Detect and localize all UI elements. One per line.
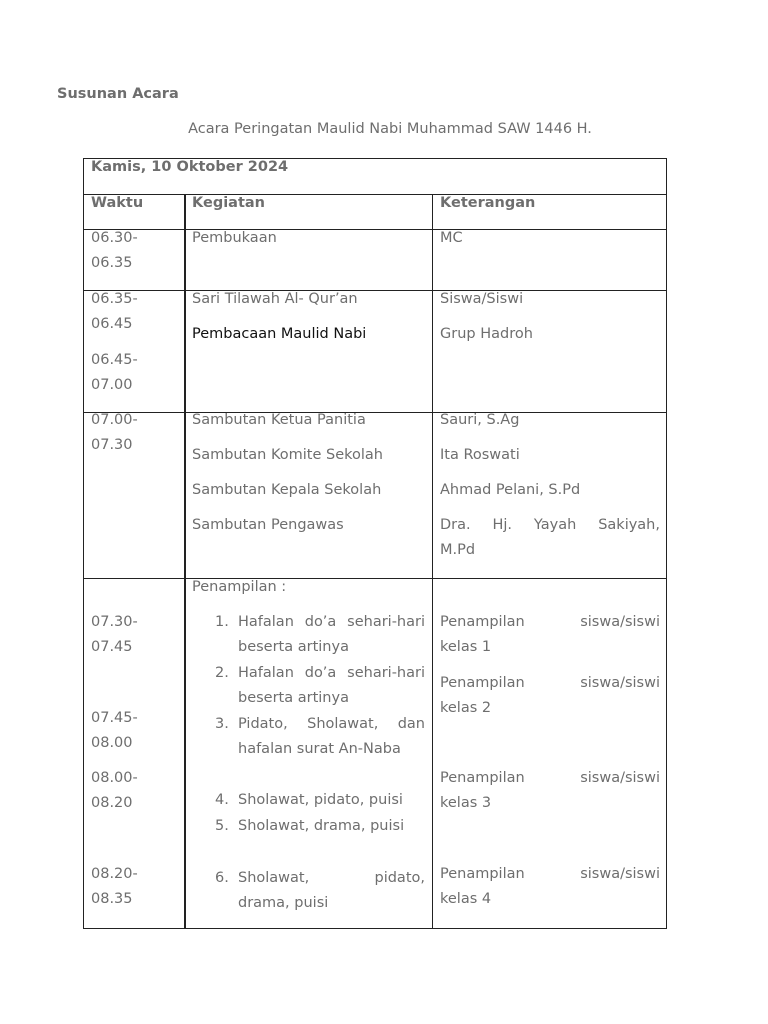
time-cell xyxy=(91,287,138,337)
time-end: 08.00 xyxy=(91,735,133,751)
time-end: 07.30 xyxy=(91,437,133,453)
list-word: sehari-hari xyxy=(347,665,425,681)
list-item xyxy=(238,712,425,762)
activity-cell: Sari Tilawah Al- Qur’an xyxy=(192,291,358,307)
table-divider xyxy=(84,290,667,291)
list-item: Sholawat, drama, puisi xyxy=(238,818,405,834)
column-header-waktu: Waktu xyxy=(91,195,144,211)
activity-cell: Pembacaan Maulid Nabi xyxy=(192,326,367,342)
note-cell xyxy=(440,862,660,912)
table-border-left xyxy=(83,158,84,929)
note-word: siswa/siswi xyxy=(580,614,660,630)
list-word: do’a xyxy=(304,665,337,681)
activity-cell: Sambutan Kepala Sekolah xyxy=(192,482,382,498)
note-line: kelas 2 xyxy=(440,700,492,716)
note-word: Yayah xyxy=(533,517,577,533)
note-cell xyxy=(440,766,660,816)
list-item-line xyxy=(238,712,425,737)
table-border-right xyxy=(666,158,667,929)
note-word: Sakiyah, xyxy=(598,517,660,533)
list-word: Pidato, xyxy=(238,716,288,732)
time-end: 07.00 xyxy=(91,377,133,393)
note-cell: Grup Hadroh xyxy=(440,326,533,342)
list-word: Sholawat, xyxy=(307,716,379,732)
activity-cell: Sambutan Ketua Panitia xyxy=(192,412,366,428)
time-cell xyxy=(91,348,138,398)
list-word: sehari-hari xyxy=(347,614,425,630)
note-word: Dra. xyxy=(440,517,471,533)
note-word: Hj. xyxy=(492,517,513,533)
note-cell: Sauri, S.Ag xyxy=(440,412,520,428)
note-word: siswa/siswi xyxy=(580,675,660,691)
time-start: 07.30- xyxy=(91,614,138,630)
table-column-divider xyxy=(184,194,186,929)
time-start: 06.30- xyxy=(91,230,138,246)
list-item-line: drama, puisi xyxy=(238,895,329,911)
note-word: siswa/siswi xyxy=(580,866,660,882)
list-item-line: beserta artinya xyxy=(238,690,349,706)
time-cell xyxy=(91,408,138,458)
list-item-line xyxy=(238,866,425,891)
activity-cell: Pembukaan xyxy=(192,230,277,246)
time-end: 08.35 xyxy=(91,891,133,907)
time-end: 07.45 xyxy=(91,639,133,655)
list-word: do’a xyxy=(304,614,337,630)
date-header: Kamis, 10 Oktober 2024 xyxy=(91,159,289,175)
note-cell xyxy=(440,671,660,721)
time-cell xyxy=(91,226,138,276)
list-word: Hafalan xyxy=(238,665,294,681)
performance-intro: Penampilan : xyxy=(192,579,287,595)
note-line: M.Pd xyxy=(440,542,476,558)
activity-cell: Sambutan Komite Sekolah xyxy=(192,447,383,463)
list-item-line: hafalan surat An-Naba xyxy=(238,741,401,757)
note-word: siswa/siswi xyxy=(580,770,660,786)
time-start: 08.20- xyxy=(91,866,138,882)
list-item-line xyxy=(238,610,425,635)
table-divider xyxy=(84,194,667,195)
note-word: Penampilan xyxy=(440,770,525,786)
list-word: Sholawat, xyxy=(238,870,310,886)
time-start: 06.35- xyxy=(91,291,138,307)
list-number: 5. xyxy=(215,818,229,834)
list-item-line xyxy=(238,661,425,686)
note-word: Penampilan xyxy=(440,866,525,882)
note-cell: MC xyxy=(440,230,463,246)
note-line xyxy=(440,671,660,696)
time-cell xyxy=(91,862,138,912)
table-border-bottom xyxy=(84,928,667,929)
column-header-keterangan: Keterangan xyxy=(440,195,536,211)
note-cell xyxy=(440,513,660,563)
time-end: 06.45 xyxy=(91,316,133,332)
note-line xyxy=(440,766,660,791)
list-number: 2. xyxy=(215,665,229,681)
list-number: 3. xyxy=(215,716,229,732)
note-line: kelas 3 xyxy=(440,795,492,811)
list-item xyxy=(238,661,425,711)
list-item xyxy=(238,610,425,660)
note-line xyxy=(440,513,660,538)
list-item: Sholawat, pidato, puisi xyxy=(238,792,403,808)
note-cell: Siswa/Siswi xyxy=(440,291,524,307)
activity-cell: Sambutan Pengawas xyxy=(192,517,344,533)
time-end: 06.35 xyxy=(91,255,133,271)
list-number: 6. xyxy=(215,870,229,886)
column-header-kegiatan: Kegiatan xyxy=(192,195,265,211)
note-line xyxy=(440,862,660,887)
table-divider xyxy=(84,578,667,579)
time-start: 07.00- xyxy=(91,412,138,428)
list-word: dan xyxy=(397,716,425,732)
note-line xyxy=(440,610,660,635)
note-word: Penampilan xyxy=(440,675,525,691)
list-number: 4. xyxy=(215,792,229,808)
list-item xyxy=(238,866,425,916)
time-start: 07.45- xyxy=(91,710,138,726)
table-divider xyxy=(84,412,667,413)
note-cell xyxy=(440,610,660,660)
table-column-divider xyxy=(432,194,433,929)
list-word: Hafalan xyxy=(238,614,294,630)
list-number: 1. xyxy=(215,614,229,630)
time-cell xyxy=(91,766,138,816)
time-end: 08.20 xyxy=(91,795,133,811)
note-line: kelas 4 xyxy=(440,891,492,907)
list-word: pidato, xyxy=(374,870,425,886)
time-start: 06.45- xyxy=(91,352,138,368)
time-start: 08.00- xyxy=(91,770,138,786)
document-subtitle: Acara Peringatan Maulid Nabi Muhammad SAW 1446 H. xyxy=(188,121,592,137)
table-divider xyxy=(84,229,667,230)
note-cell: Ahmad Pelani, S.Pd xyxy=(440,482,581,498)
document-heading: Susunan Acara xyxy=(57,86,179,102)
list-item-line: beserta artinya xyxy=(238,639,349,655)
note-cell: Ita Roswati xyxy=(440,447,520,463)
note-line: kelas 1 xyxy=(440,639,492,655)
time-cell xyxy=(91,610,138,660)
time-cell xyxy=(91,706,138,756)
note-word: Penampilan xyxy=(440,614,525,630)
